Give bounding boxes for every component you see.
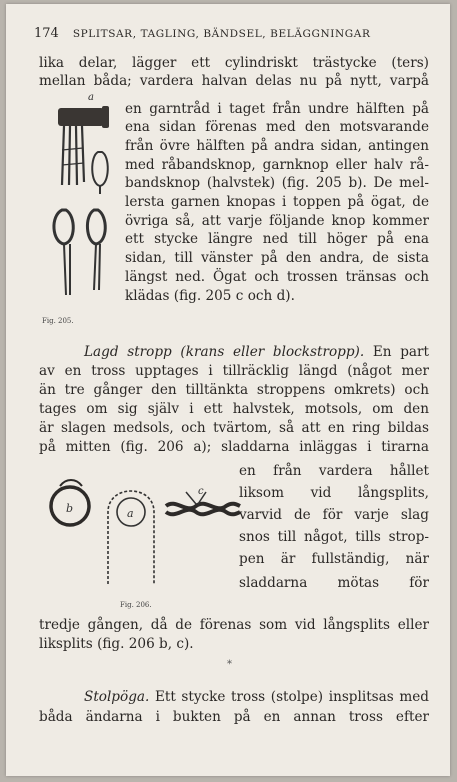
- text-line: tredje gången, då de förenas som vid långsplits eller: [39, 617, 429, 633]
- text-line: med råbandsknop, garnknop eller halv rå-: [125, 157, 429, 173]
- text-line: en garntråd i taget från undre hälften på: [125, 101, 429, 117]
- text-line: båda ändarna i bukten på en annan tross efter: [39, 709, 429, 725]
- running-header: [34, 26, 434, 42]
- text-line: sladdarna mötas för: [239, 575, 429, 591]
- text-line: bandsknop (halvstek) (fig. 205 b). De mel-: [125, 175, 429, 191]
- figure-205: [48, 90, 124, 300]
- text-line: ena sidan förenas med den motsvarande: [125, 119, 429, 135]
- text-line: övriga så, att varje följande knop kommer: [125, 213, 429, 229]
- fig206-label-c: c: [198, 486, 204, 497]
- text-line: ett stycke längre ned till höger på ena: [125, 231, 429, 247]
- text-line: klädas (fig. 205 c och d).: [125, 288, 295, 304]
- text-line: Lagd stropp (krans eller blockstropp). En part: [84, 344, 429, 360]
- text-line: liksom vid långsplits,: [239, 485, 429, 501]
- text-line: längst ned. Ögat och trossen tränsas och: [125, 269, 429, 285]
- section-heading: Lagd stropp (krans eller blockstropp).: [84, 344, 365, 360]
- fig206-label-b: b: [66, 502, 74, 515]
- section-separator: *: [227, 659, 232, 670]
- text-line: tages om sig själv i ett halvstek, motsols, om den: [39, 401, 429, 417]
- text-line: lika delar, lägger ett cylindriskt trästycke (ters): [39, 55, 429, 71]
- text-line: av en tross upptages i tillräcklig längd (något mer: [39, 363, 429, 379]
- text-line: från övre hälften på andra sidan, antingen: [125, 138, 429, 154]
- text-line: lersta garnen knopas i toppen på ögat, de: [125, 194, 429, 210]
- text-line: en från vardera hållet: [239, 463, 429, 479]
- book-page: [6, 4, 450, 776]
- text-line: varvid de för varje slag: [239, 507, 429, 523]
- fig205-caption: Fig. 205.: [42, 317, 74, 325]
- text-line: snos till något, tills strop-: [239, 529, 429, 545]
- figure-206: [46, 464, 241, 594]
- text-line: mellan båda; vardera halvan delas nu på nytt, varpå: [39, 73, 429, 89]
- text-line: på mitten (fig. 206 a); sladdarna inläggas i tirarna: [39, 439, 429, 455]
- text-line: sidan, till vänster på den andra, de sista: [125, 250, 429, 266]
- text-line: pen är fullständig, när: [239, 551, 429, 567]
- running-title: SPLITSAR, TAGLING, BÄNDSEL, BELÄGGNINGAR: [72, 28, 371, 40]
- text-line: Stolpöga. Ett stycke tross (stolpe) insplitsas med: [84, 689, 429, 705]
- section-heading: Stolpöga.: [84, 689, 150, 705]
- text-line: liksplits (fig. 206 b, c).: [39, 636, 194, 652]
- fig206-caption: Fig. 206.: [120, 601, 152, 609]
- text-line: är slagen medsols, och tvärtom, så att en ring bildas: [39, 420, 429, 436]
- fig205-label-a: a: [88, 92, 94, 103]
- fig206-label-a: a: [127, 507, 134, 520]
- page-number: 174: [34, 26, 59, 41]
- text-line: än tre gånger den tilltänkta stroppens omkrets) och: [39, 382, 429, 398]
